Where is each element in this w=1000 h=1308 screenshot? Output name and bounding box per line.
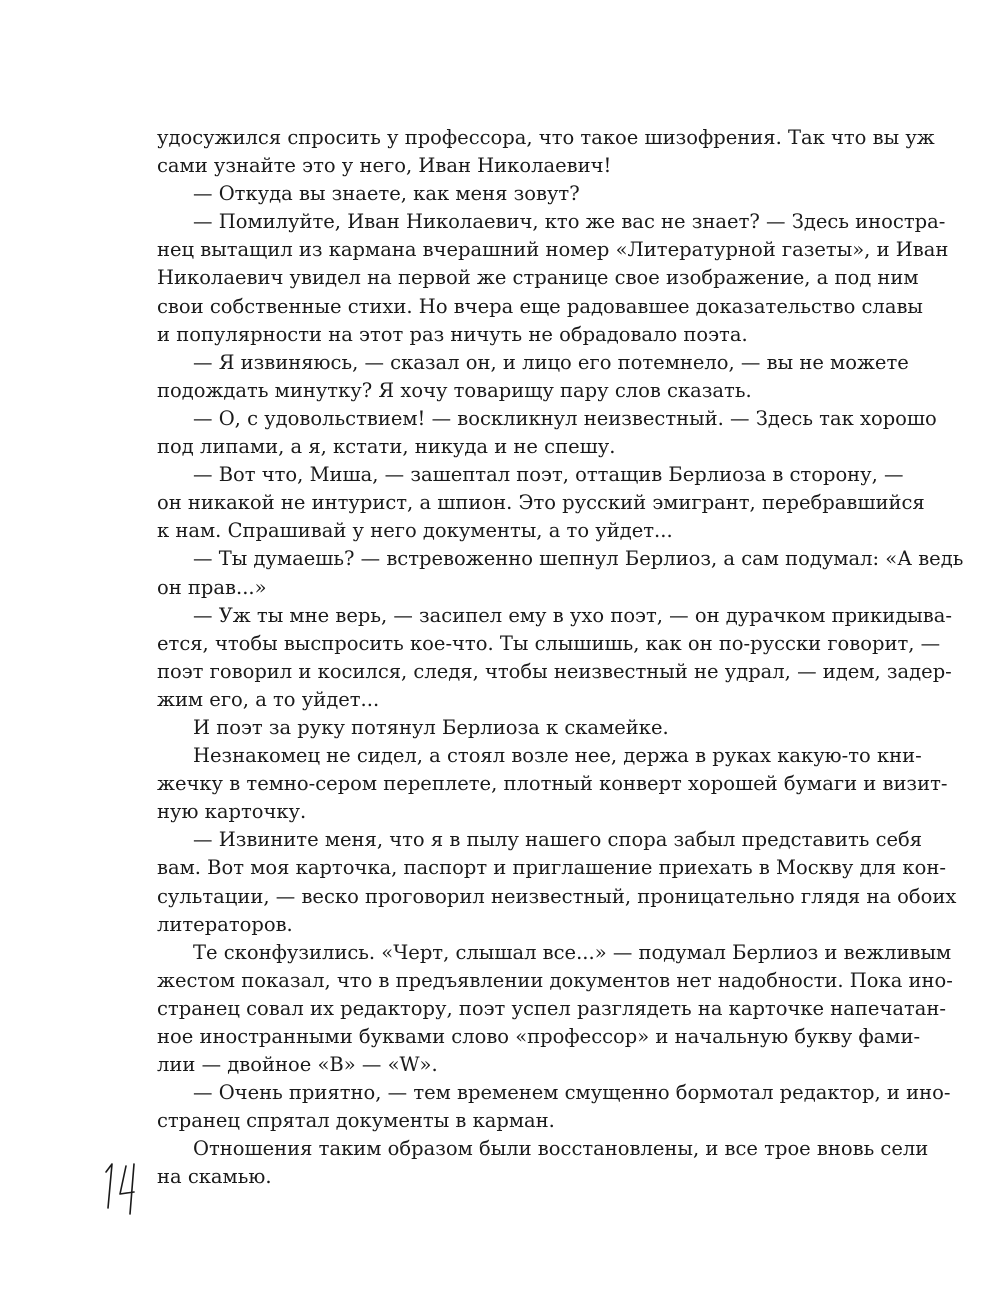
text-line: под липами, а я, кстати, никуда и не спешу. [157, 435, 616, 459]
text-line: к нам. Спрашивай у него документы, а то уйдет... [157, 519, 673, 543]
text-line: — Уж ты мне верь, — засипел ему в ухо поэт, — он дурачком прикидыва- [193, 603, 952, 627]
text-line: И поэт за руку потянул Берлиоза к скамейке. [193, 715, 669, 739]
text-line: литераторов. [157, 912, 293, 936]
text-line: нец вытащил из кармана вчерашний номер «Литературной газеты», и Иван [157, 238, 949, 262]
text-line: удосужился спросить у профессора, что такое шизофрения. Так что вы уж [157, 126, 935, 149]
text-line: странец совал их редактору, поэт успел разглядеть на карточке напечатан- [157, 996, 946, 1020]
page-number [96, 1158, 156, 1220]
text-line: Отношения таким образом были восстановлены, и все трое вновь сели [193, 1137, 929, 1161]
text-line: — Я извиняюсь, — сказал он, и лицо его потемнело, — вы не можете [193, 350, 909, 374]
text-line: жестом показал, что в предъявлении документов нет надобности. Пока ино- [157, 968, 953, 992]
text-line: ное иностранными буквами слово «профессор» и начальную букву фами- [157, 1025, 921, 1048]
text-line: Те сконфузились. «Черт, слышал все...» — подумал Берлиоз и вежливым [193, 940, 952, 964]
text-line: сультации, — веско проговорил неизвестный, проницательно глядя на обоих [157, 884, 957, 908]
text-line: — Вот что, Миша, — зашептал поэт, оттащив Берлиоза в сторону, — [193, 463, 904, 487]
text-line: ную карточку. [157, 800, 307, 824]
body-text [157, 124, 964, 1192]
text-line: жечку в темно-сером переплете, плотный конверт хорошей бумаги и визит- [157, 772, 948, 796]
text-line: лии — двойное «В» — «W». [157, 1053, 438, 1077]
text-line: — Ты думаешь? — встревоженно шепнул Берлиоз, а сам подумал: «А ведь [193, 547, 964, 571]
text-line: странец спрятал документы в карман. [157, 1109, 555, 1133]
text-line: он прав...» [157, 575, 267, 599]
text-line: ется, чтобы выспросить кое-что. Ты слышишь, как он по-русски говорит, — [157, 631, 941, 655]
text-line: поэт говорил и косился, следя, чтобы неизвестный не удрал, — идем, задер- [157, 659, 952, 683]
text-line: на скамью. [157, 1165, 272, 1189]
text-line: вам. Вот моя карточка, паспорт и приглашение приехать в Москву для кон- [157, 856, 946, 880]
text-line: — Извините меня, что я в пылу нашего спора забыл представить себя [193, 828, 923, 852]
text-line: — О, с удовольствием! — воскликнул неизвестный. — Здесь так хорошо [193, 406, 937, 430]
text-line: — Помилуйте, Иван Николаевич, кто же вас не знает? — Здесь иностра- [193, 210, 946, 234]
text-line: он никакой не интурист, а шпион. Это русский эмигрант, перебравшийся [157, 491, 925, 515]
text-line: — Очень приятно, — тем временем смущенно бормотал редактор, и ино- [193, 1081, 951, 1105]
text-line: Незнакомец не сидел, а стоял возле нее, держа в руках какую-то кни- [193, 744, 922, 768]
text-line: сами узнайте это у него, Иван Николаевич! [157, 154, 612, 178]
text-line: и популярности на этот раз ничуть не обрадовало поэта. [157, 322, 748, 346]
text-line: Николаевич увидел на первой же странице свое изображение, а под ним [157, 266, 919, 290]
text-line: подождать минутку? Я хочу товарищу пару слов сказать. [157, 378, 752, 402]
text-line: — Откуда вы знаете, как меня зовут? [193, 182, 580, 206]
text-line: жим его, а то уйдет... [157, 687, 380, 711]
text-line: свои собственные стихи. Но вчера еще радовавшее доказательство славы [157, 294, 923, 318]
